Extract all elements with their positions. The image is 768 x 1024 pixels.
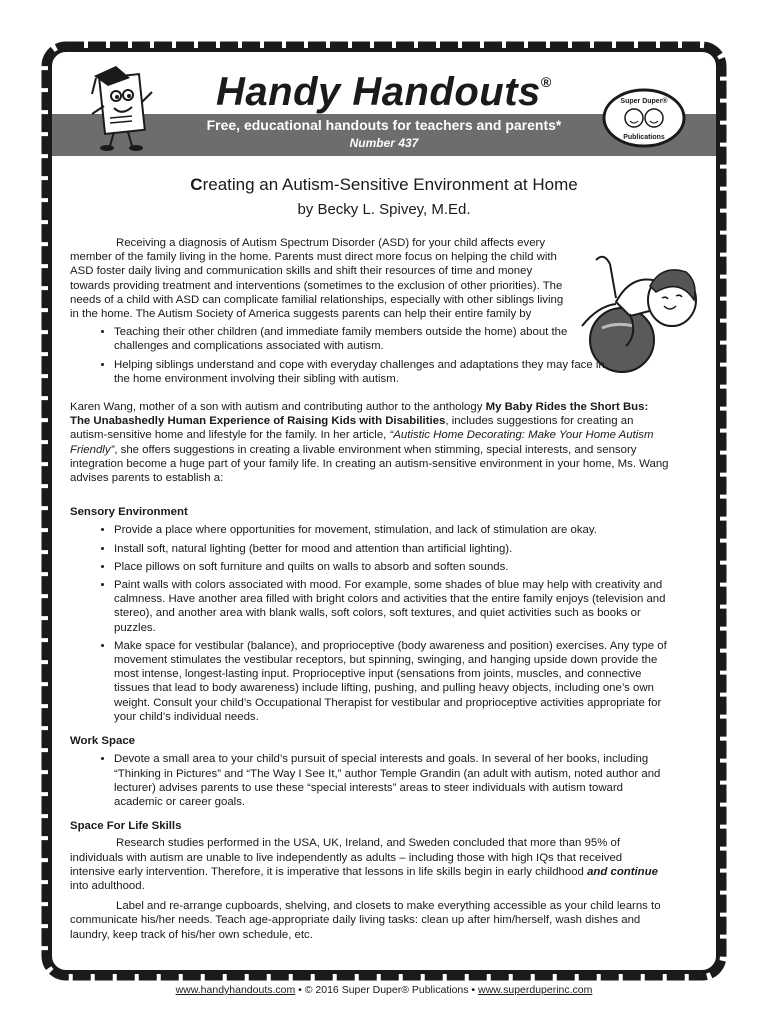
intro-paragraph: Receiving a diagnosis of Autism Spectrum Disorder (ASD) for your child affects every member of the family living in the home. Parents must direct more focus on helping the child with ASD foster daily living and communication skills and shift their resources of time and money towards providing treatment and interventions (sometimes to the exclusion of other priorities). The needs of a child with ASD can complicate familial relationships, especially with other siblings living in the home. The Autism Society of America suggests parents can help their entire family by (70, 237, 564, 321)
life-skills-paragraph-2: Label and re-arrange cupboards, shelving, and closets to make everything accessible as your child learns to communicate his/her needs. Teach age-appropriate daily living tasks: clean up after him/herself, wash dishes and laundry, keep track of his/her own schedule, etc. (70, 900, 661, 941)
list-item: • Install soft, natural lighting (better for mood and attention than artificial lighting). (114, 542, 670, 556)
sensory-bullet-list (70, 523, 670, 724)
publisher-logo-icon (602, 88, 686, 148)
section-heading-sensory: Sensory Environment (70, 506, 188, 519)
list-item: • Devote a small area to your child’s pursuit of special interests and goals. In several of her books, including “Thinking in Pictures” and “The Way I See It,” author Temple Grandin (an adult with autism, noted author and lecturer) advises parents to use these “special interests” areas to steer individuals with autism toward academic or career goals. (114, 752, 670, 809)
handout-number: Number 437 (349, 136, 419, 150)
list-item: • Paint walls with colors associated with mood. For example, some shades of blue may help with creativity and calmness. Have another area filled with bright colors and activities that the entire family enjoys (television and stereo), and another area with blank walls, soft colors, soft textures, and quiet activities such as books or puzzles. (114, 578, 670, 635)
article-body (70, 236, 670, 942)
handout-mascot-icon (80, 62, 160, 154)
list-item: • Make space for vestibular (balance), and proprioceptive (body awareness and position) exercises. Any type of movement stimulates the vestibular receptors, but spinning, swinging, and hanging upside down provide the most intense, longest-lasting input. Proprioceptive input (sensations from joints, muscles, and connective tissues that lead to body awareness) include lifting, pushing, and pulling heavy objects, including one’s own weight. Consult your child’s Occupational Therapist for vestibular and proprioceptive activities appropriate for your child’s individual needs. (114, 639, 670, 724)
publisher-logo-line2: Publications (623, 134, 665, 141)
intro-bullet-list (70, 325, 610, 386)
section-heading-life-skills: Space For Life Skills (70, 820, 182, 833)
work-space-bullet-list (70, 752, 670, 809)
header-subtitle: Free, educational handouts for teachers and parents* (206, 117, 562, 133)
list-item: • Place pillows on soft furniture and quilts on walls to absorb and soften sounds. (114, 560, 670, 574)
header-title: Handy Handouts® (216, 70, 552, 114)
page-footer: www.handyhandouts.com • © 2016 Super Duper® Publications • www.superduperinc.com (175, 984, 593, 996)
wang-paragraph: Karen Wang, mother of a son with autism and contributing author to the anthology My Baby Rides the Short Bus: The Unabashedly Human Experience of Raising Kids with Disabilities, includes suggestions for creating an autism-sensitive home and lifestyle for the family. In her article, “Autistic Home Decorating: Make Your Home Autism Friendly”, she offers suggestions in creating a livable environment when stimming, special interests, and sensory integration become a huge part of your family life. In creating an autism-sensitive environment in your home, Ms. Wang advises parents to establish a: (70, 401, 669, 485)
life-skills-paragraph-1: Research studies performed in the USA, UK, Ireland, and Sweden concluded that more than 95% of individuals with autism are unable to live independently as adults – including those with high IQs that received intensive early intervention. Therefore, it is imperative that lessons in life skills begin in early childhood and continue into adulthood. (70, 837, 658, 892)
section-heading-work-space: Work Space (70, 735, 135, 748)
list-item: • Helping siblings understand and cope with everyday challenges and adaptations they may face in the home environment involving their sibling with autism. (114, 358, 610, 386)
handyhandouts-link[interactable]: www.handyhandouts.com (175, 984, 296, 996)
article-title: Creating an Autism-Sensitive Environment at Home (190, 175, 578, 194)
book-title: My Baby Rides the Short Bus: The Unabashedly Human Experience of Raising Kids with Disabilities (70, 401, 649, 428)
list-item: • Teaching their other children (and immediate family members outside the home) about the challenges and complications associated with autism. (114, 325, 610, 353)
publisher-logo-line1: Super Duper® (620, 98, 668, 105)
superduper-link[interactable]: www.superduperinc.com (478, 984, 593, 996)
list-item: • Provide a place where opportunities for movement, stimulation, and lack of stimulation are okay. (114, 523, 670, 537)
article-author: by Becky L. Spivey, M.Ed. (297, 201, 471, 218)
publisher-logo (602, 88, 686, 148)
article-reference: “Autistic Home Decorating: Make Your Home Autism Friendly” (70, 429, 654, 456)
